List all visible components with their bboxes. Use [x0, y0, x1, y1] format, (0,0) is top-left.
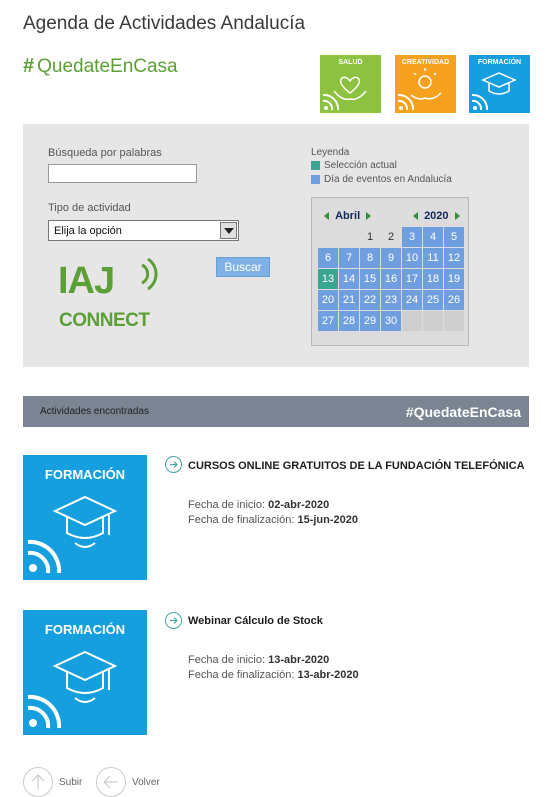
- iaj-logo-top: IAJ: [58, 260, 115, 302]
- activity-image[interactable]: [23, 610, 147, 735]
- calendar-day[interactable]: 25: [423, 290, 443, 310]
- back-button[interactable]: [96, 767, 160, 797]
- legend-title: Leyenda: [311, 147, 350, 158]
- end-date-value: 15-jun-2020: [297, 514, 358, 526]
- iaj-logo-bottom: CONNECT: [59, 310, 150, 331]
- tile-creatividad-label: CREATIVIDAD: [401, 59, 450, 66]
- calendar-day[interactable]: 20: [318, 290, 338, 310]
- calendar-day[interactable]: 4: [423, 227, 443, 247]
- activity-end-date: [188, 669, 359, 681]
- calendar-day[interactable]: 18: [423, 269, 443, 289]
- activity-start-date: [188, 499, 329, 511]
- activity-title[interactable]: CURSOS ONLINE GRATUITOS DE LA FUNDACIÓN TELEFÓNICA: [188, 460, 525, 472]
- end-date-label: Fecha de finalización:: [188, 514, 295, 526]
- calendar-day[interactable]: 21: [339, 290, 359, 310]
- legend-item-selected-label: Selección actual: [324, 160, 397, 171]
- graduation-cap-icon: [23, 455, 147, 580]
- calendar-day[interactable]: 28: [339, 311, 359, 331]
- calendar-day[interactable]: 6: [318, 248, 338, 268]
- search-button[interactable]: Buscar: [216, 257, 270, 277]
- tile-salud-label: SALUD: [338, 59, 363, 66]
- calendar-day[interactable]: 12: [444, 248, 464, 268]
- tile-formacion[interactable]: [469, 55, 530, 113]
- calendar-blank: [423, 311, 443, 331]
- activity-start-date: [188, 654, 329, 666]
- calendar-day[interactable]: 27: [318, 311, 338, 331]
- results-header: [23, 396, 529, 427]
- hashtag-logo-text: QuedateEnCasa: [37, 55, 178, 77]
- activity-type-label: Tipo de actividad: [48, 202, 131, 214]
- activity-category: FORMACIÓN: [44, 622, 126, 637]
- end-date-value: 13-abr-2020: [297, 669, 359, 681]
- legend-item-events: [311, 174, 452, 185]
- calendar-day[interactable]: 3: [402, 227, 422, 247]
- calendar-month: Abril: [335, 210, 361, 222]
- legend-item-selected: [311, 160, 397, 171]
- calendar-day[interactable]: 26: [444, 290, 464, 310]
- activity-category: FORMACIÓN: [44, 467, 126, 482]
- scroll-up-button[interactable]: [23, 767, 82, 797]
- activity-type-selected: Elija la opción: [54, 225, 122, 237]
- activity-end-date: [188, 514, 358, 526]
- calendar-month-nav: [324, 210, 371, 222]
- tile-salud[interactable]: [320, 55, 381, 113]
- keyword-label: Búsqueda por palabras: [48, 147, 162, 159]
- calendar-blank: [444, 311, 464, 331]
- calendar-day[interactable]: 29: [360, 311, 380, 331]
- selected-swatch: [311, 161, 320, 170]
- calendar: [311, 197, 469, 346]
- calendar-day[interactable]: 10: [402, 248, 422, 268]
- calendar-year: 2020: [424, 210, 449, 222]
- calendar-day[interactable]: 13: [318, 269, 338, 289]
- arrow-left-icon: [96, 767, 126, 797]
- calendar-day[interactable]: 11: [423, 248, 443, 268]
- signal-waves-icon: [138, 257, 168, 293]
- legend-item-events-label: Día de eventos en Andalucía: [324, 174, 452, 185]
- arrow-right-circle-icon[interactable]: [165, 456, 182, 473]
- calendar-day[interactable]: 14: [339, 269, 359, 289]
- results-header-label: Actividades encontradas: [40, 406, 149, 417]
- tile-formacion-label: FORMACIÓN: [477, 59, 522, 66]
- arrow-up-icon: [23, 767, 53, 797]
- activity-type-select[interactable]: [48, 220, 239, 241]
- start-date-value: 13-abr-2020: [268, 654, 330, 666]
- calendar-day[interactable]: 24: [402, 290, 422, 310]
- start-date-label: Fecha de inicio:: [188, 499, 266, 511]
- hashtag-icon: #: [23, 55, 35, 77]
- events-swatch: [311, 175, 320, 184]
- arrow-right-circle-icon[interactable]: [165, 612, 182, 629]
- activity-title[interactable]: Webinar Cálculo de Stock: [188, 615, 323, 627]
- quedateencasa-logo: [23, 55, 178, 78]
- calendar-day[interactable]: 30: [381, 311, 401, 331]
- calendar-blank: [402, 311, 422, 331]
- calendar-day[interactable]: 22: [360, 290, 380, 310]
- calendar-day[interactable]: 16: [381, 269, 401, 289]
- calendar-day[interactable]: 23: [381, 290, 401, 310]
- start-date-label: Fecha de inicio:: [188, 654, 266, 666]
- page-title: Agenda de Actividades Andalucía: [23, 13, 306, 34]
- iaj-connect-logo: [58, 257, 173, 337]
- keyword-search-input[interactable]: [48, 164, 197, 183]
- calendar-day[interactable]: 8: [360, 248, 380, 268]
- calendar-day[interactable]: 19: [444, 269, 464, 289]
- prev-month-icon[interactable]: [324, 212, 329, 220]
- calendar-day[interactable]: 7: [339, 248, 359, 268]
- results-header-hashtag: #QuedateEnCasa: [405, 404, 521, 420]
- graduation-cap-icon: [23, 610, 147, 735]
- next-month-icon[interactable]: [366, 212, 371, 220]
- back-label: Volver: [132, 776, 160, 788]
- calendar-day[interactable]: 9: [381, 248, 401, 268]
- calendar-grid: [318, 227, 464, 331]
- prev-year-icon[interactable]: [413, 212, 418, 220]
- next-year-icon[interactable]: [455, 212, 460, 220]
- tile-creatividad[interactable]: [395, 55, 456, 113]
- chevron-down-icon[interactable]: [220, 222, 237, 239]
- scroll-up-label: Subir: [59, 776, 83, 788]
- end-date-label: Fecha de finalización:: [188, 669, 295, 681]
- calendar-blank: [339, 227, 359, 247]
- calendar-day[interactable]: 17: [402, 269, 422, 289]
- calendar-day[interactable]: 5: [444, 227, 464, 247]
- calendar-day[interactable]: 15: [360, 269, 380, 289]
- calendar-day[interactable]: 2: [387, 231, 395, 243]
- calendar-year-nav: [413, 210, 460, 222]
- activity-image[interactable]: [23, 455, 147, 580]
- calendar-blank: [318, 227, 338, 247]
- calendar-day[interactable]: 1: [366, 231, 374, 243]
- start-date-value: 02-abr-2020: [268, 499, 330, 511]
